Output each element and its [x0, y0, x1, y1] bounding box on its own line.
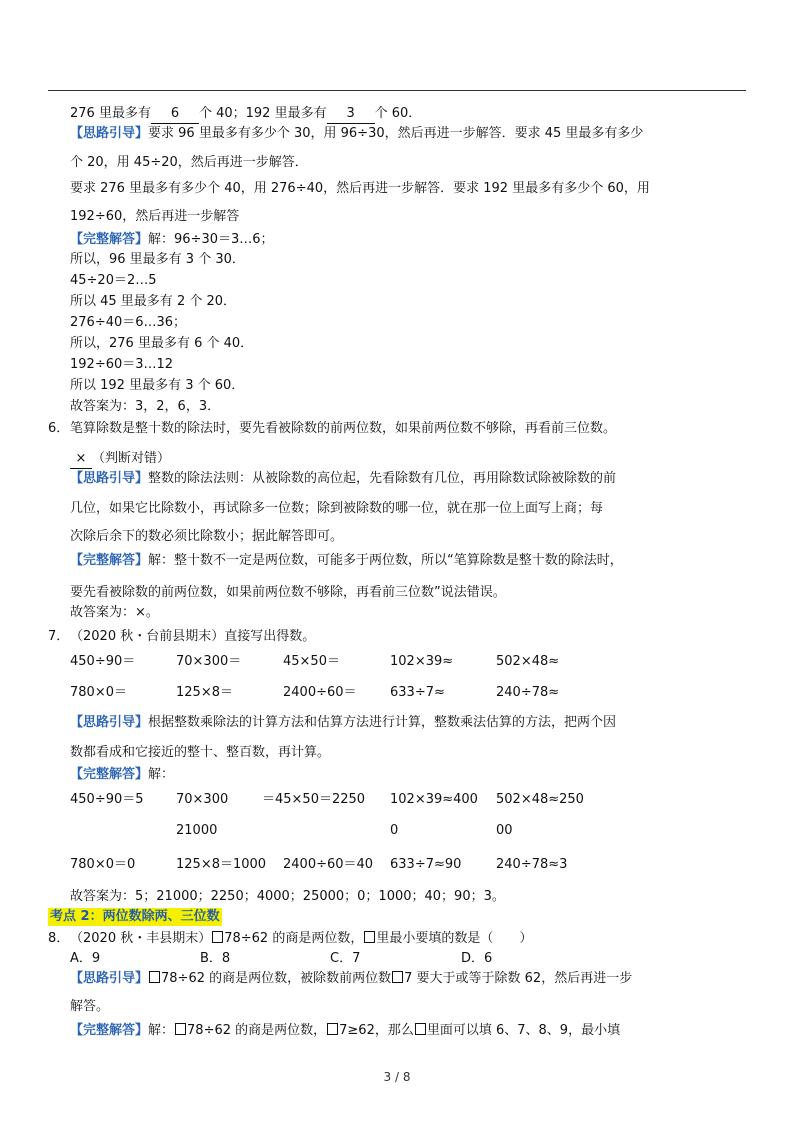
q7-problem: 45×50＝ [283, 654, 340, 669]
answer-tag: 【完整解答】 [70, 1023, 149, 1038]
q7-hint-line-1: 【思路引导】根据整数乘除法的计算方法和估算方法进行计算，整数乘法估算的方法，把两个因 [70, 715, 617, 730]
q7-answer: 780×0＝0 [70, 857, 136, 872]
q7-problem: 780×0＝ [70, 685, 127, 700]
blank-answer-1: 6 [151, 105, 199, 124]
q8-option-a: A．9 [70, 951, 101, 966]
q6-stem: 笔算除数是整十数的除法时，要先看被除数的前两位数，如果前两位数不够除，再看前三位数。 [70, 421, 617, 436]
q7-problem: 125×8＝ [176, 685, 233, 700]
q7-answer: 633÷7≈90 [390, 857, 462, 872]
q5-answer-line-1: 【完整解答】解：96÷30＝3…6； [70, 232, 274, 247]
q5-hint-line-4: 192÷60，然后再进一步解答 [70, 209, 240, 224]
blank-box-icon [364, 931, 375, 943]
q5-hint-line-2: 个 20，用 45÷20，然后再进一步解答． [70, 155, 308, 170]
q5-answer-line-7: 192÷60＝3…12 [70, 357, 174, 372]
q5-top-line: 276 里最多有 6 个 40；192 里最多有 3 个 60． [70, 105, 421, 124]
q5-answer-line-4: 所以 45 里最多有 2 个 20． [70, 294, 237, 309]
q7-answer: 70×300 [176, 792, 229, 807]
q5-answer-line-3: 45÷20＝2…5 [70, 273, 157, 288]
q7-answer: 102×39≈400 [390, 792, 478, 807]
q6-answer-line-1: 【完整解答】解：整十数不一定是两位数，可能多于两位数，所以“笔算除数是整十数的除法时， [70, 553, 623, 568]
q7-answer: 2400÷60＝40 [283, 857, 374, 872]
q5-hint-line-3: 要求 276 里最多有多少个 40，用 276÷40，然后再进一步解答．要求 192 里最多有多少个 60，用 [70, 181, 650, 196]
q8-option-c: C．7 [330, 951, 361, 966]
blank-answer-2: 3 [327, 105, 375, 124]
q5-answer-line-5: 276÷40＝6…36； [70, 315, 187, 330]
q7-problem: 240÷78≈ [496, 685, 560, 700]
q7-problem: 633÷7≈ [390, 685, 445, 700]
q6-hint-line-3: 次除后余下的数必须比除数小；据此解答即可。 [70, 529, 344, 544]
q7-problem: 450÷90＝ [70, 654, 136, 669]
q7-number: 7． [48, 629, 70, 644]
q7-answer-line-1: 【完整解答】解： [70, 767, 175, 782]
q8-number: 8． [48, 931, 70, 946]
q7-answer: 21000 [176, 823, 218, 838]
blank-box-icon [175, 1023, 186, 1035]
q6-answer-line-2: 要先看被除数的前两位数，如果前两位数不够除，再看前三位数”说法错误。 [70, 585, 506, 600]
q7-hint-line-2: 数都看成和它接近的整十、整百数，再计算。 [70, 745, 331, 760]
blank-box-icon [149, 971, 160, 983]
q5-answer-line-8: 所以 192 里最多有 3 个 60． [70, 378, 245, 393]
answer-tag: 【完整解答】 [70, 232, 149, 247]
q5-answer-line-2: 所以，96 里最多有 3 个 30． [70, 252, 245, 267]
hint-tag: 【思路引导】 [70, 471, 149, 486]
answer-tag: 【完整解答】 [70, 767, 149, 782]
q8-option-d: D．6 [461, 951, 493, 966]
q8-option-b: B．8 [200, 951, 231, 966]
q6-number: 6． [48, 421, 70, 436]
blank-box-icon [392, 971, 403, 983]
q7-problem: 70×300＝ [176, 654, 242, 669]
q5-answer-line-6: 所以，276 里最多有 6 个 40． [70, 336, 254, 351]
q7-final-answer: 故答案为：5；21000；2250；4000；25000；0；1000；40；90；3。 [70, 889, 505, 904]
q6-answer-line: × （判断对错） [70, 450, 170, 469]
blank-box-icon [327, 1023, 338, 1035]
q7-answer: 240÷78≈3 [496, 857, 568, 872]
q7-problem: 102×39≈ [390, 654, 454, 669]
q5-final-answer: 故答案为：3，2，6，3． [70, 399, 221, 414]
q8-hint-line-2: 解答。 [70, 999, 110, 1014]
q7-answer: 450÷90＝5 [70, 792, 144, 807]
hint-tag: 【思路引导】 [70, 715, 149, 730]
blank-box-icon [415, 1023, 426, 1035]
hint-tag: 【思路引导】 [70, 971, 149, 986]
q7-stem: （2020 秋・台前县期末）直接写出得数。 [70, 629, 316, 644]
q7-answer: 00 [496, 823, 513, 838]
q8-hint-line-1: 【思路引导】 78÷62 的商是两位数，被除数前两位数 7 要大于或等于除数 62，然后再进一步 [70, 971, 633, 986]
section-heading: 考点 2：两位数除两、三位数 [50, 909, 220, 924]
q5-hint-line-1: 【思路引导】要求 96 里最多有多少个 30，用 96÷30，然后再进一步解答．要求 45 里最多有多少 [70, 126, 644, 141]
q8-stem: （2020 秋・丰县期末） 78÷62 的商是两位数， 里最小要填的数是（ ） [70, 931, 533, 946]
q7-answer: 502×48≈250 [496, 792, 584, 807]
q7-answer: 125×8＝1000 [176, 857, 267, 872]
q7-answer: 0 [390, 823, 399, 838]
q8-answer-line-1: 【完整解答】解： 78÷62 的商是两位数， 7≥62，那么 里面可以填 6、7、8、9，最小填 [70, 1023, 621, 1038]
q6-hint-line-1: 【思路引导】整数的除法法则：从被除数的高位起，先看除数有几位，再用除数试除被除数的前 [70, 471, 617, 486]
hint-tag: 【思路引导】 [70, 126, 149, 141]
q6-final-answer: 故答案为：×。 [70, 605, 159, 620]
q7-problem: 2400÷60＝ [283, 685, 357, 700]
q6-hint-line-2: 几位，如果它比除数小，再试除多一位数；除到被除数的哪一位，就在那一位上面写上商；每 [70, 501, 604, 516]
answer-tag: 【完整解答】 [70, 553, 149, 568]
blank-box-icon [212, 931, 223, 943]
q7-answer: ＝45×50＝2250 [262, 792, 366, 807]
page-number: 3 / 8 [383, 1070, 411, 1084]
q6-answer-mark: × [70, 450, 92, 469]
q7-problem: 502×48≈ [496, 654, 560, 669]
header-rule [48, 90, 746, 91]
